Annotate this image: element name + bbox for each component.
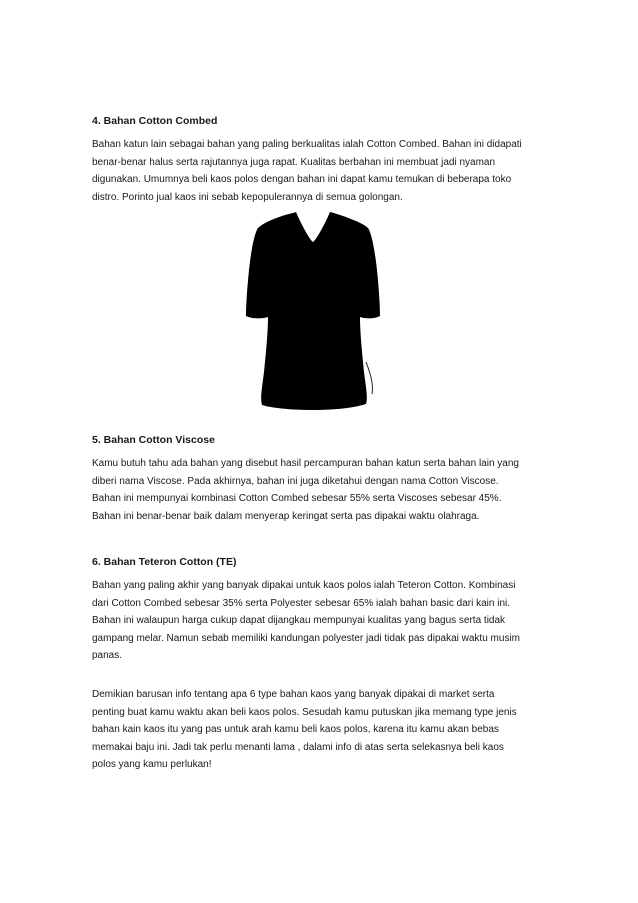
section-5-paragraph xyxy=(92,455,548,525)
paragraph-line: dari Cotton Combed sebesar 35% serta Polyester sebesar 65% ialah bahan basic dari kain ini. xyxy=(92,597,511,609)
paragraph-line: Bahan ini benar-benar baik dalam menyerap keringat serta pas dipakai waktu olahraga. xyxy=(92,510,480,522)
paragraph-line: polos yang kamu perlukan! xyxy=(92,759,212,770)
paragraph-line: bahan kain kaos itu yang pas untuk arah kamu beli kaos polos, karena itu kamu akan bebas xyxy=(92,724,499,735)
section-5-heading: 5. Bahan Cotton Viscose xyxy=(92,434,215,446)
section-4-paragraph xyxy=(92,136,548,206)
paragraph-line: Demikian barusan info tentang apa 6 type bahan kaos yang banyak dipakai di market serta xyxy=(92,689,495,700)
section-4-heading: 4. Bahan Cotton Combed xyxy=(92,115,218,127)
paragraph-line: Bahan ini mempunyai kombinasi Cotton Combed sebesar 55% serta Viscoses sebesar 45%. xyxy=(92,493,502,504)
section-6-heading: 6. Bahan Teteron Cotton (TE) xyxy=(92,556,237,568)
closing-paragraph xyxy=(92,686,548,774)
paragraph-line: distro. Porinto jual kaos ini sebab kepopulerannya di semua golongan. xyxy=(92,191,403,203)
paragraph-line: penting buat kamu waktu akan beli kaos polos. Sesudah kamu putuskan jika memang type jenis xyxy=(92,706,517,718)
paragraph-line: gampang melar. Namun sebab memiliki kandungan polyester jadi tidak pas dipakai waktu musim xyxy=(92,632,520,644)
paragraph-line: Kamu butuh tahu ada bahan yang disebut hasil percampuran bahan katun serta bahan lain yang xyxy=(92,458,519,469)
paragraph-line: benar-benar halus serta rajutannya juga rapat. Kualitas berbahan ini membuat jadi nyaman xyxy=(92,156,496,168)
paragraph-line: Bahan yang paling akhir yang banyak dipakai untuk kaos polos ialah Teteron Cotton. Kombinasi xyxy=(92,580,516,591)
paragraph-line: digunakan. Umumnya beli kaos polos dengan bahan ini dapat kamu temukan di beberapa toko xyxy=(92,174,512,185)
paragraph-line: Bahan ini walaupun harga cukup dapat dijangkau mempunyai kualitas yang bagus serta tidak xyxy=(92,615,506,626)
black-v-neck-tshirt-icon xyxy=(244,212,382,410)
paragraph-line: panas. xyxy=(92,650,123,661)
paragraph-line: memakai baju ini. Jadi tak perlu menanti lama , dalami info di atas serta selekasnya beli kaos xyxy=(92,741,504,753)
paragraph-line: diberi nama Viscose. Pada akhirnya, bahan ini juga diketahui dengan nama Cotton Viscose. xyxy=(92,475,499,487)
paragraph-line: Bahan katun lain sebagai bahan yang paling berkualitas ialah Cotton Combed. Bahan ini didapati xyxy=(92,139,522,150)
section-6-paragraph xyxy=(92,577,548,665)
